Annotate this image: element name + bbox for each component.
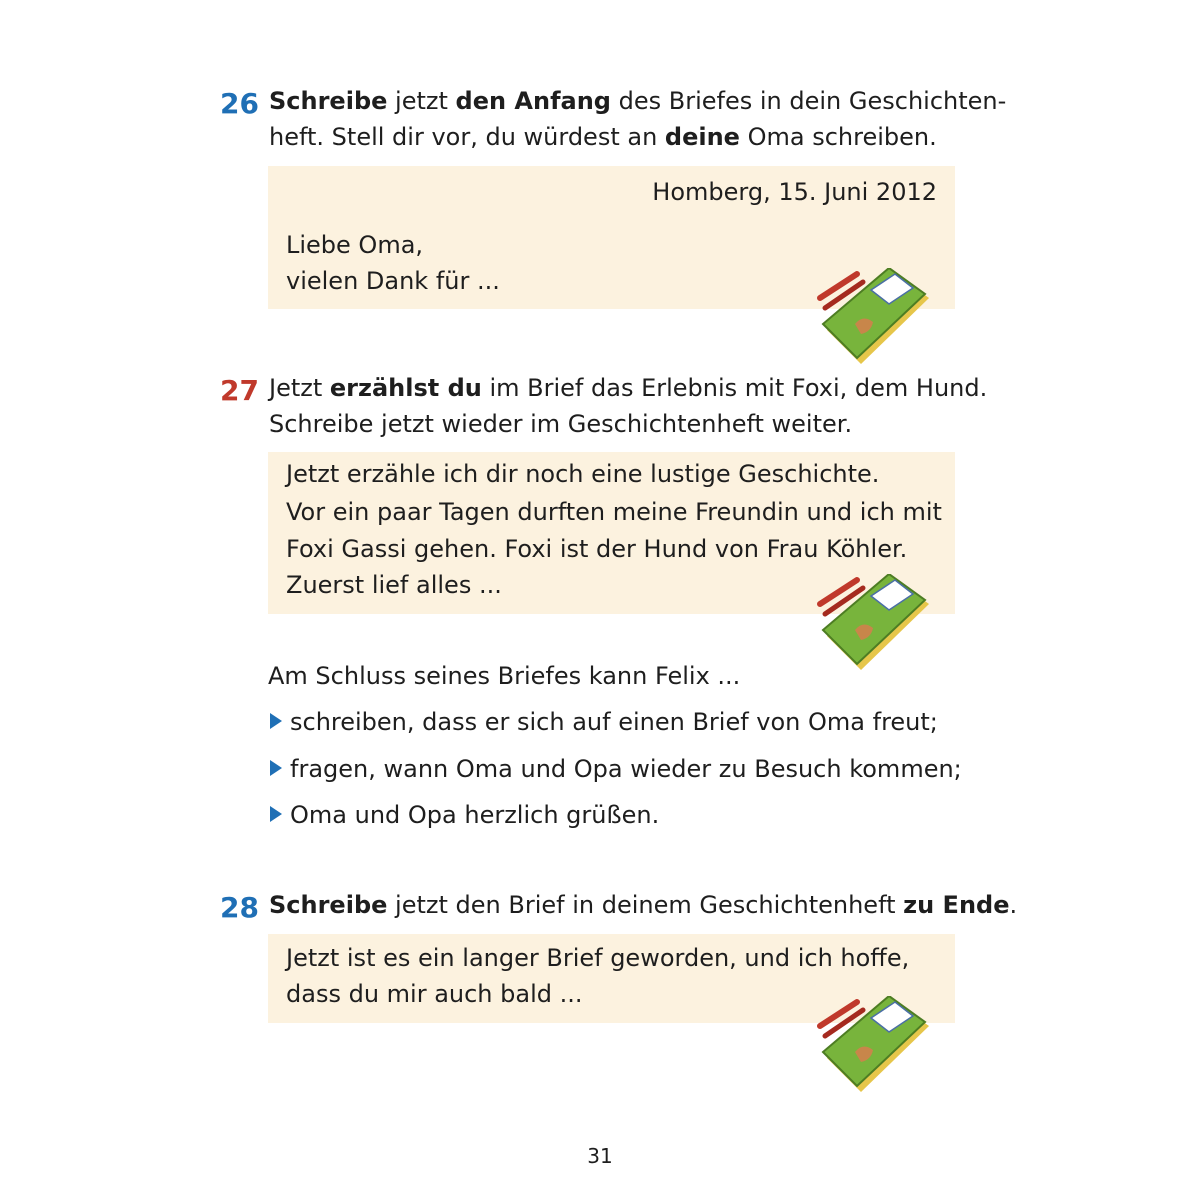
emphasis-text: zu Ende xyxy=(903,891,1010,919)
task-number: 26 xyxy=(220,87,259,120)
emphasis-text: erzählst du xyxy=(329,374,482,402)
bullet-item: fragen, wann Oma und Opa wieder zu Besuch kommen; xyxy=(270,751,962,787)
instruction-text: im Brief das Erlebnis mit Foxi, dem Hund. xyxy=(481,374,988,402)
page-number: 31 xyxy=(587,1144,613,1168)
instruction-text: Schreibe jetzt wieder im Geschichtenheft weiter. xyxy=(269,410,853,438)
triangle-bullet-icon xyxy=(270,806,282,822)
triangle-bullet-icon xyxy=(270,760,282,776)
letter-line: Zuerst lief alles ... xyxy=(286,571,502,599)
instruction-text: . xyxy=(1009,891,1018,919)
letter-line: dass du mir auch bald ... xyxy=(286,980,583,1008)
letter-line: Vor ein paar Tagen durften meine Freundin und ich mit xyxy=(286,498,942,526)
emphasis-text: den Anfang xyxy=(455,87,611,115)
letter-line: Jetzt ist es ein langer Brief geworden, und ich hoffe, xyxy=(286,944,910,972)
letter-line: Liebe Oma, xyxy=(286,231,424,259)
instruction-text: Jetzt xyxy=(269,374,330,402)
bullet-item: schreiben, dass er sich auf einen Brief von Oma freut; xyxy=(270,704,938,740)
letter-date: Homberg, 15. Juni 2012 xyxy=(652,178,937,206)
task-instruction-line xyxy=(269,84,1007,119)
ending-intro: Am Schluss seines Briefes kann Felix ... xyxy=(268,662,741,690)
notebook-icon xyxy=(815,268,935,368)
task-number: 27 xyxy=(220,374,259,407)
task-number: 28 xyxy=(220,891,259,924)
task-instruction-line xyxy=(269,120,959,155)
letter-line: vielen Dank für ... xyxy=(286,267,500,295)
instruction-text: heft. Stell dir vor, du würdest an xyxy=(269,123,665,151)
emphasis-text: Schreibe xyxy=(269,891,388,919)
letter-line: Foxi Gassi gehen. Foxi ist der Hund von Frau Köhler. xyxy=(286,535,908,563)
bullet-item: Oma und Opa herzlich grüßen. xyxy=(270,797,659,833)
instruction-text: jetzt den Brief in deinem Geschichtenheft xyxy=(387,891,904,919)
task-instruction-line xyxy=(269,888,1018,923)
emphasis-text: Schreibe xyxy=(269,87,388,115)
letter-line: Jetzt erzähle ich dir noch eine lustige Geschichte. xyxy=(286,460,880,488)
task-instruction-line xyxy=(269,407,959,442)
task-instruction-line xyxy=(269,371,988,406)
notebook-icon xyxy=(815,574,935,674)
emphasis-text: deine xyxy=(664,123,740,151)
triangle-bullet-icon xyxy=(270,713,282,729)
notebook-icon xyxy=(815,996,935,1096)
instruction-text: Oma schreiben. xyxy=(739,123,937,151)
instruction-text: jetzt xyxy=(387,87,456,115)
instruction-text: des Briefes in dein Geschichten- xyxy=(610,87,1007,115)
